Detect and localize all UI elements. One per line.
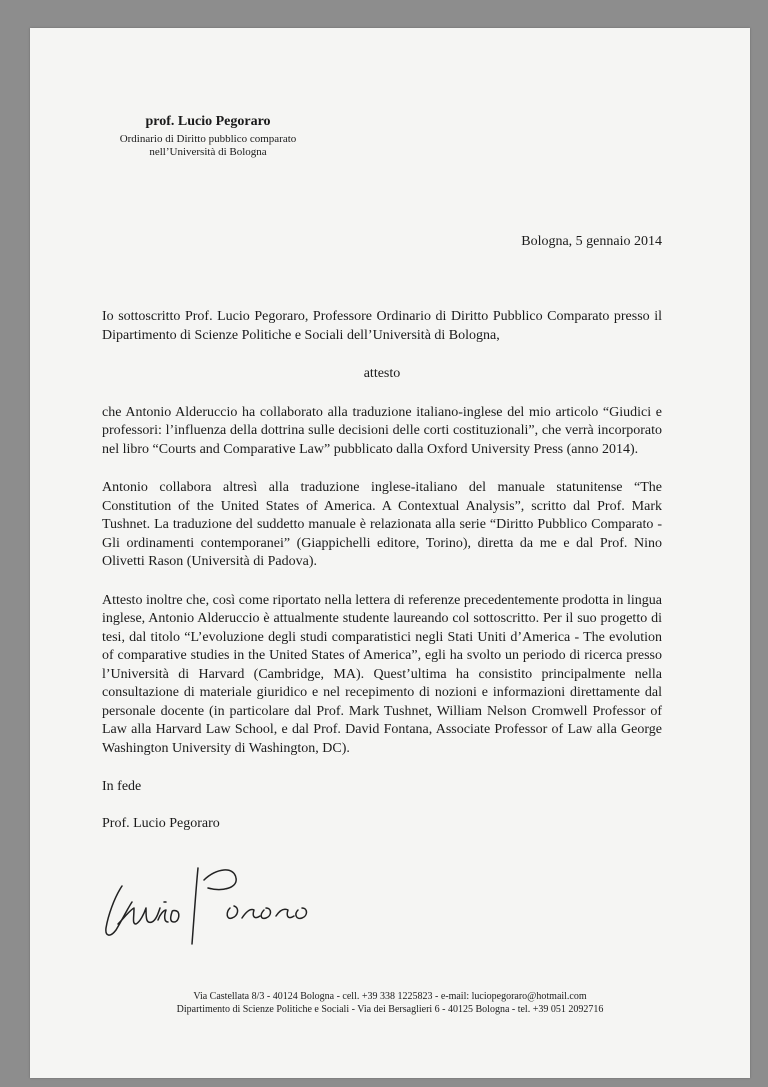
letterhead-role: Ordinario di Diritto pubblico comparato bbox=[119, 133, 297, 145]
footer bbox=[30, 990, 750, 1016]
letterhead-university: nell’Università di Bologna bbox=[149, 146, 267, 158]
letter-date: Bologna, 5 gennaio 2014 bbox=[521, 234, 662, 249]
letterhead bbox=[98, 114, 318, 159]
signer-name: Prof. Lucio Pegoraro bbox=[102, 815, 220, 831]
letter-page bbox=[30, 28, 750, 1078]
handwritten-signature bbox=[100, 858, 330, 948]
footer-department-line: Dipartimento di Scienze Politiche e Sociali - Via dei Bersaglieri 6 - 40125 Bologna - tel. +39 051 2092716 bbox=[176, 1004, 604, 1015]
letterhead-name: prof. Lucio Pegoraro bbox=[145, 114, 271, 129]
paragraph-translation-article: che Antonio Alderuccio ha collaborato alla traduzione italiano-inglese del mio articolo “Giudici e professori: l’influenza della dottrina sulle decisioni delle corti costituzionali”, che verrà incorporato nel libro “Courts and Comparative Law” pubblicato dalla Oxford University Press (anno 2014). bbox=[102, 404, 662, 457]
footer-contact-line: Via Castellata 8/3 - 40124 Bologna - cell. +39 338 1225823 - e-mail: luciopegoraro@hotmail.com bbox=[193, 991, 587, 1002]
letter-body bbox=[102, 308, 662, 833]
paragraph-thesis-research: Attesto inoltre che, così come riportato nella lettera di referenze precedentemente prodotta in lingua inglese, Antonio Alderuccio è attualmente studente laureando col sottoscritto. Per il suo progetto di tesi, dal titolo “L’evoluzione degli studi comparatistici negli Stati Uniti d’America - The evolution of comparative studies in the United States of America”, egli ha svolto un periodo di ricerca presso l’Università di Harvard (Cambridge, MA). Quest’ultima ha consistito principalmente nella consultazione di materiale giuridico e nel recepimento di nozioni e informazioni direttamente dal personale docente (in particolare dal Prof. Mark Tushnet, William Nelson Cromwell Professor of Law alla Harvard Law School, e dal Prof. David Fontana, Associate Professor of Law alla George Washington University di Washington, DC). bbox=[102, 592, 662, 756]
closing: In fede bbox=[102, 779, 142, 794]
attesto-heading: attesto bbox=[363, 366, 401, 381]
paragraph-translation-manual: Antonio collabora altresì alla traduzione inglese-italiano del manuale statunitense “The Constitution of the United States of America. A Contextual Analysis”, scritto dal Prof. Mark Tushnet. La traduzione del suddetto manuale è relazionata alla serie “Diritto Pubblico Comparato - Gli ordinamenti contemporanei” (Giappichelli editore, Torino), diretta da me e dal Prof. Nino Olivetti Rason (Università di Padova). bbox=[102, 480, 662, 569]
intro-paragraph: Io sottoscritto Prof. Lucio Pegoraro, Professore Ordinario di Diritto Pubblico Comparato presso il Dipartimento di Scienze Politiche e Sociali dell’Università di Bologna, bbox=[102, 309, 662, 343]
